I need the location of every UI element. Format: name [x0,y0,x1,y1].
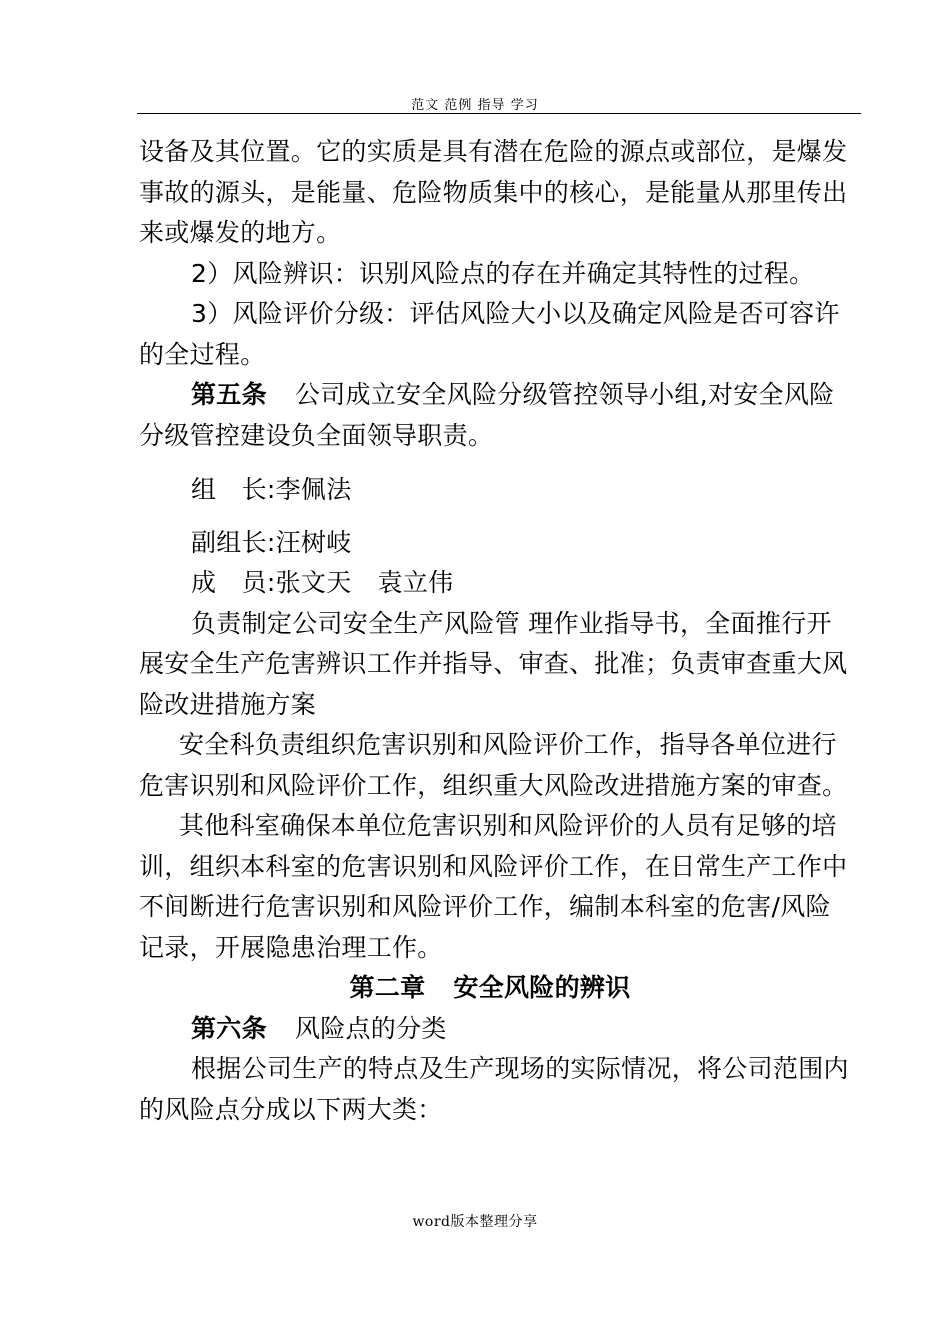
members-second: 袁立伟 [377,568,454,597]
article-6-label: 第六条 [191,1013,267,1043]
paragraph-hazard-definition: 设备及其位置。它的实质是具有潜在危险的源点或部位，是爆发事故的源头，是能量、危险物质集中的核心，是能量从那里传出来或爆发的地方。 [139,137,848,247]
page-header: 范文 范例 指导 学习 [411,98,539,113]
article-6-text: 风险点的分类 [294,1013,447,1043]
paragraph-risk-evaluation: 3）风险评价分级：评估风险大小以及确定风险是否可容许的全过程。 [139,299,840,369]
chapter-label: 第二章 [349,973,426,1002]
article-5-text: 公司成立安全风险分级管控领导小组,对安全风险分级管控建设负全面领导职责。 [139,380,835,450]
chapter-heading [129,968,851,1009]
article-5 [139,375,851,456]
paragraph-group-duties: 负责制定公司安全生产风险管 理作业指导书，全面推行开展安全生产危害辨识工作并指导、审查、批准；负责审查重大风险改进措施方案 [139,608,848,719]
group-members [139,563,851,604]
document-body [139,132,851,1130]
group-leader: 组 长:李佩法 [191,475,352,504]
chapter-title: 安全风险的辨识 [453,973,631,1002]
paragraph-risk-classification: 根据公司生产的特点及生产现场的实际情况，将公司范围内的风险点分成以下两大类： [139,1054,849,1124]
page-footer: word版本整理分享 [412,1214,538,1230]
paragraph-other-dept-duties: 其他科室确保本单位危害识别和风险评价的人员有足够的培训，组织本科室的危害识别和风险评价工作，在日常生产工作中不间断进行危害识别和风险评价工作，编制本科室的危害/风险记录，开展隐患治理工作。 [139,811,848,962]
members-label: 成 员:张文天 [191,568,352,597]
header-divider [137,113,861,114]
article-5-label: 第五条 [191,380,267,409]
deputy-group-leader: 副组长:汪树岐 [191,527,352,557]
paragraph-risk-identification: 2）风险辨识：识别风险点的存在并确定其特性的过程。 [191,258,815,288]
paragraph-safety-dept-duties: 安全科负责组织危害识别和风险评价工作，指导各单位进行危害识别和风险评价工作，组织重大风险改进措施方案的审查。 [139,730,848,800]
article-6 [139,1009,851,1050]
